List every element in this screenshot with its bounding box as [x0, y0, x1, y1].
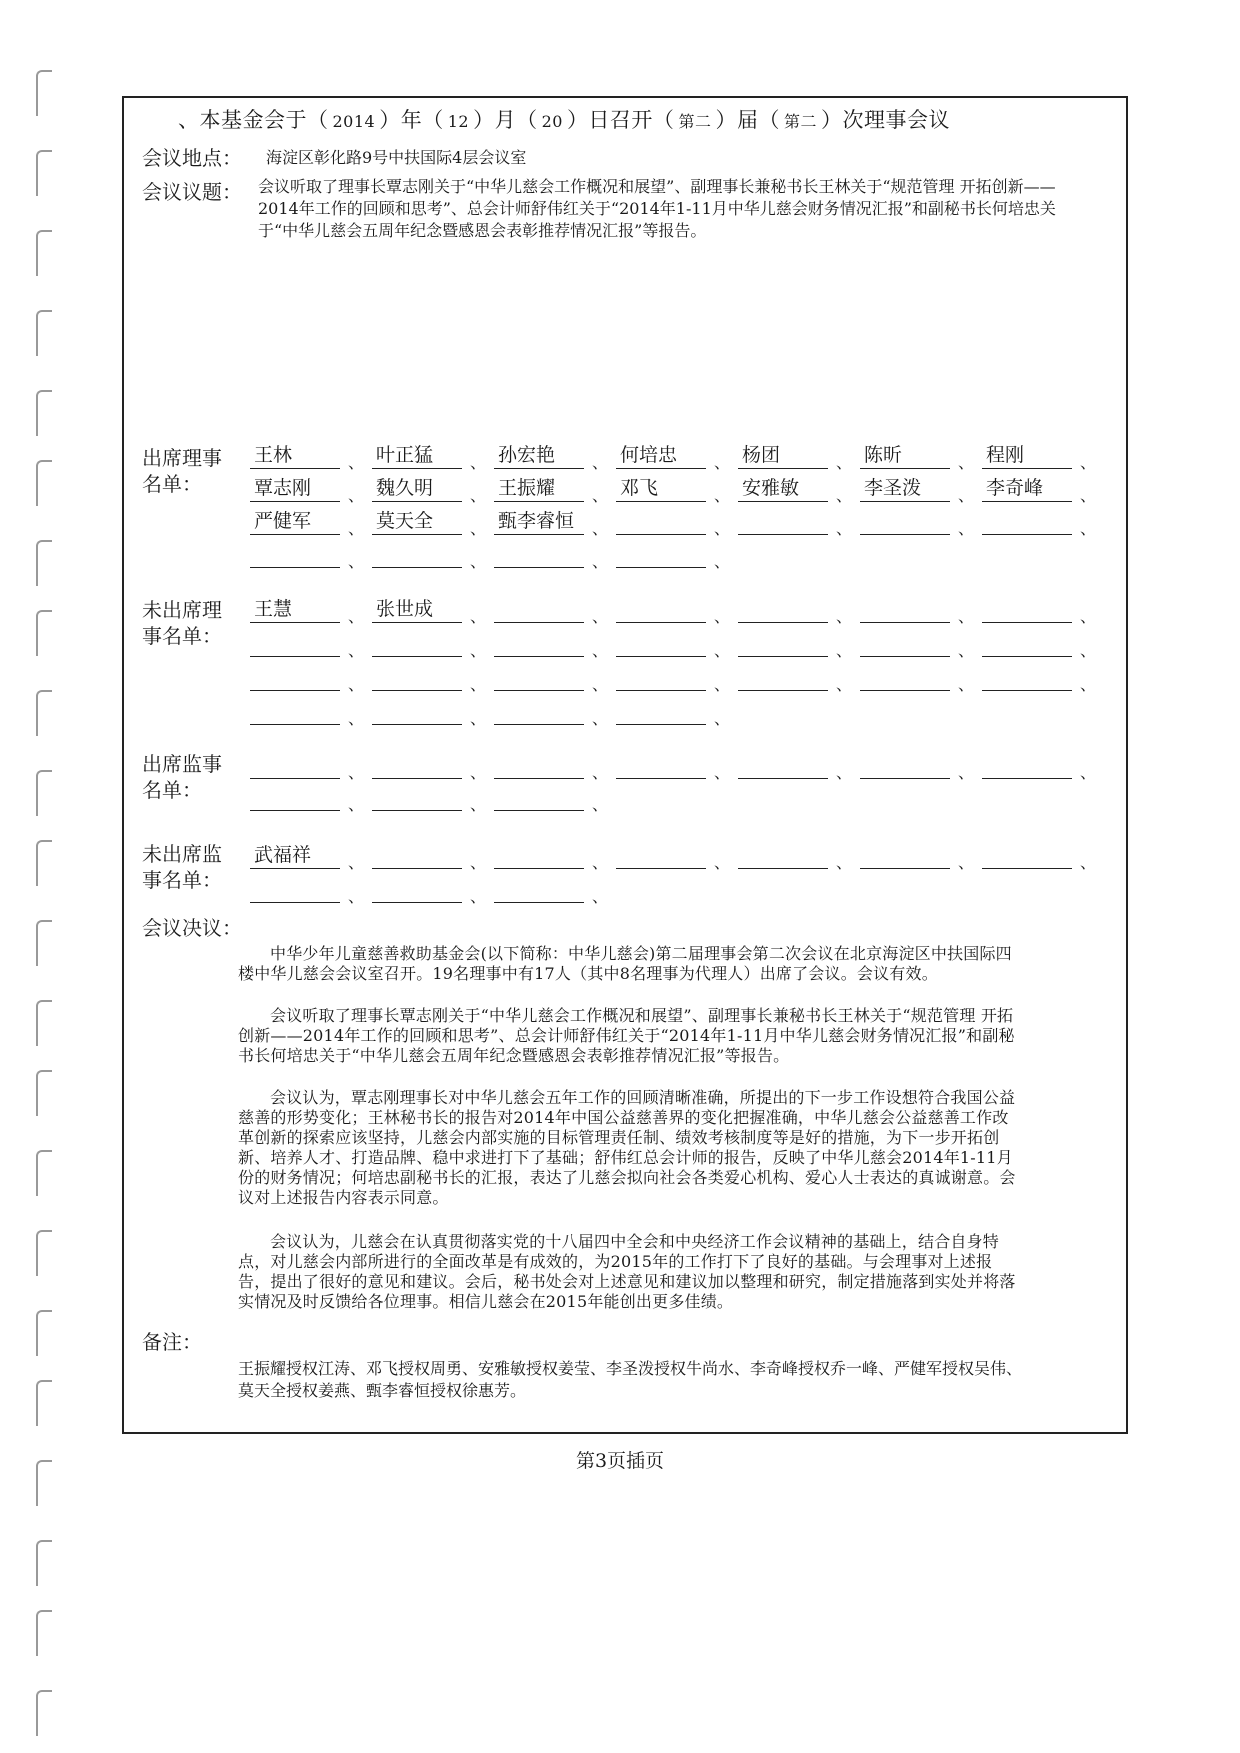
- meeting-day: 20: [541, 112, 563, 131]
- name-separator: 、: [836, 607, 853, 626]
- name-separator: 、: [592, 519, 609, 538]
- note-label: 备注：: [142, 1330, 202, 1354]
- name-separator: 、: [836, 853, 853, 872]
- name-separator: 、: [470, 853, 487, 872]
- name-separator: 、: [1080, 486, 1097, 505]
- name-separator: 、: [592, 453, 609, 472]
- name-separator: 、: [348, 552, 365, 571]
- binder-hole-mark: [36, 920, 52, 966]
- name-separator: 、: [470, 763, 487, 782]
- name-slot: 陈昕: [860, 440, 950, 469]
- name-slot: [372, 840, 462, 869]
- name-slot: 魏久明: [372, 473, 462, 502]
- name-slot: [372, 696, 462, 725]
- name-slot: 覃志刚: [250, 473, 340, 502]
- name-separator: 、: [958, 853, 975, 872]
- name-slot: 王慧: [250, 594, 340, 623]
- name-separator: 、: [1080, 675, 1097, 694]
- binder-hole-mark: [36, 690, 52, 736]
- name-slot: [616, 696, 706, 725]
- name-separator: 、: [592, 486, 609, 505]
- absent-supervisors-label-2: 事名单：: [142, 868, 222, 892]
- name-slot: [372, 628, 462, 657]
- name-separator: 、: [592, 795, 609, 814]
- meeting-year: 2014: [332, 112, 376, 131]
- binder-hole-mark: [36, 390, 52, 436]
- name-separator: 、: [470, 607, 487, 626]
- name-slot: [494, 628, 584, 657]
- name-separator: 、: [836, 641, 853, 660]
- binder-hole-mark: [36, 1230, 52, 1276]
- binder-hole-mark: [36, 150, 52, 196]
- name-slot: [372, 750, 462, 779]
- name-slot: [738, 750, 828, 779]
- resolution-paragraph: 中华少年儿童慈善救助基金会(以下简称：中华儿慈会)第二届理事会第二次会议在北京海淀区中扶国际四楼中华儿慈会会议室召开。19名理事中有17人（其中8名理事为代理人）出席了会议。会议有效。: [238, 944, 1012, 983]
- name-separator: 、: [348, 887, 365, 906]
- name-separator: 、: [958, 763, 975, 782]
- binder-hole-mark: [36, 230, 52, 276]
- name-slot: [372, 539, 462, 568]
- name-separator: 、: [348, 763, 365, 782]
- name-slot: [616, 662, 706, 691]
- resolution-paragraph: 会议认为，儿慈会在认真贯彻落实党的十八届四中全会和中央经济工作会议精神的基础上，结合自身特点，对儿慈会内部所进行的全面改革是有成效的，为2015年的工作打下了良好的基础。与会理事对上述报告，提出了很好的意见和建议。会后，秘书处会对上述意见和建议加以整理和研究，制定措施落到实处并将落实情况及时反馈给各位理事。相信儿慈会在2015年能创出更多佳绩。: [238, 1232, 1016, 1311]
- name-separator: 、: [1080, 607, 1097, 626]
- name-separator: 、: [714, 607, 731, 626]
- name-slot: [982, 594, 1072, 623]
- binder-hole-mark: [36, 70, 52, 116]
- name-separator: 、: [1080, 641, 1097, 660]
- name-slot: [494, 539, 584, 568]
- name-separator: 、: [592, 763, 609, 782]
- name-separator: 、: [1080, 453, 1097, 472]
- binder-hole-mark: [36, 840, 52, 886]
- name-slot: [250, 782, 340, 811]
- name-slot: 李圣泼: [860, 473, 950, 502]
- name-separator: 、: [1080, 853, 1097, 872]
- binder-hole-mark: [36, 1310, 52, 1356]
- name-separator: 、: [958, 607, 975, 626]
- name-separator: 、: [470, 519, 487, 538]
- name-separator: 、: [1080, 519, 1097, 538]
- name-slot: [860, 628, 950, 657]
- name-separator: 、: [592, 709, 609, 728]
- name-slot: [616, 750, 706, 779]
- name-slot: [982, 750, 1072, 779]
- binder-margin-marks: [0, 0, 60, 1753]
- name-separator: 、: [470, 453, 487, 472]
- name-slot: [860, 840, 950, 869]
- binder-hole-mark: [36, 1150, 52, 1196]
- name-separator: 、: [348, 641, 365, 660]
- name-slot: [860, 662, 950, 691]
- meeting-month: 12: [447, 112, 470, 131]
- name-slot: 甄李睿恒: [494, 506, 584, 535]
- name-slot: [250, 750, 340, 779]
- name-separator: 、: [836, 486, 853, 505]
- meeting-heading: [178, 104, 950, 134]
- name-separator: 、: [470, 795, 487, 814]
- name-separator: 、: [348, 853, 365, 872]
- name-slot: [494, 662, 584, 691]
- heading-session-suffix: ）届（: [715, 108, 780, 132]
- name-separator: 、: [348, 519, 365, 538]
- binder-hole-mark: [36, 1380, 52, 1426]
- name-separator: 、: [592, 641, 609, 660]
- binder-hole-mark: [36, 1000, 52, 1046]
- name-slot: [738, 840, 828, 869]
- name-slot: [982, 840, 1072, 869]
- name-slot: [250, 662, 340, 691]
- binder-hole-mark: [36, 1070, 52, 1116]
- name-slot: 严健军: [250, 506, 340, 535]
- name-separator: 、: [348, 709, 365, 728]
- name-separator: 、: [470, 675, 487, 694]
- name-separator: 、: [470, 709, 487, 728]
- name-separator: 、: [592, 552, 609, 571]
- attending-supervisors-label-1: 出席监事: [142, 752, 222, 776]
- name-slot: [250, 696, 340, 725]
- binder-hole-mark: [36, 770, 52, 816]
- resolution-label: 会议决议：: [142, 916, 242, 940]
- name-slot: [616, 628, 706, 657]
- binder-hole-mark: [36, 610, 52, 656]
- name-slot: [494, 750, 584, 779]
- name-slot: [616, 506, 706, 535]
- name-slot: [982, 662, 1072, 691]
- name-separator: 、: [348, 607, 365, 626]
- name-slot: [982, 506, 1072, 535]
- absent-supervisors-label-1: 未出席监: [142, 842, 222, 866]
- name-slot: [494, 874, 584, 903]
- name-slot: 孙宏艳: [494, 440, 584, 469]
- name-separator: 、: [714, 709, 731, 728]
- binder-hole-mark: [36, 1540, 52, 1586]
- name-slot: 何培忠: [616, 440, 706, 469]
- heading-meeting-suffix: ）次理事会议: [820, 108, 950, 132]
- heading-day-suffix: ）日召开（: [566, 108, 675, 132]
- binder-hole-mark: [36, 1690, 52, 1736]
- name-slot: [982, 628, 1072, 657]
- name-slot: [494, 782, 584, 811]
- name-separator: 、: [958, 486, 975, 505]
- absent-directors-label-1: 未出席理: [142, 598, 222, 622]
- name-separator: 、: [958, 453, 975, 472]
- name-separator: 、: [958, 641, 975, 660]
- name-separator: 、: [714, 453, 731, 472]
- binder-hole-mark: [36, 540, 52, 586]
- name-slot: [372, 874, 462, 903]
- name-separator: 、: [348, 453, 365, 472]
- name-slot: [738, 628, 828, 657]
- name-slot: [372, 782, 462, 811]
- name-separator: 、: [714, 763, 731, 782]
- name-separator: 、: [470, 641, 487, 660]
- name-slot: 杨团: [738, 440, 828, 469]
- location-value: 海淀区彰化路9号中扶国际4层会议室: [266, 148, 527, 167]
- name-slot: 王林: [250, 440, 340, 469]
- name-separator: 、: [714, 853, 731, 872]
- name-separator: 、: [714, 675, 731, 694]
- resolution-paragraph: 会议认为，覃志刚理事长对中华儿慈会五年工作的回顾清晰准确，所提出的下一步工作设想符合我国公益慈善的形势变化；王林秘书长的报告对2014年中国公益慈善界的变化把握准确，中华儿慈会公益慈善工作改革创新的探索应该坚持，儿慈会内部实施的目标管理责任制、绩效考核制度等是好的措施，为下一步开拓创新、培养人才、打造品牌、稳中求进打下了基础；舒伟红总会计师的报告，反映了中华儿慈会2014年1-11月份的财务情况；何培忠副秘书长的汇报，表达了儿慈会拟向社会各类爱心机构、爱心人士表达的真诚谢意。会议对上述报告内容表示同意。: [238, 1088, 1016, 1207]
- binder-hole-mark: [36, 310, 52, 356]
- name-separator: 、: [1080, 763, 1097, 782]
- name-slot: 李奇峰: [982, 473, 1072, 502]
- name-slot: 张世成: [372, 594, 462, 623]
- name-slot: 安雅敏: [738, 473, 828, 502]
- name-slot: [738, 506, 828, 535]
- name-separator: 、: [836, 763, 853, 782]
- heading-year-suffix: ）年（: [379, 108, 444, 132]
- name-separator: 、: [836, 519, 853, 538]
- name-separator: 、: [592, 675, 609, 694]
- name-slot: 武福祥: [250, 840, 340, 869]
- name-slot: [616, 840, 706, 869]
- name-slot: [616, 539, 706, 568]
- topic-text: 会议听取了理事长覃志刚关于“中华儿慈会工作概况和展望”、副理事长兼秘书长王林关于“规范管理 开拓创新——2014年工作的回顾和思考”、总会计师舒伟红关于“2014年1-11月中华儿慈会财务情况汇报”和副秘书长何培忠关于“中华儿慈会五周年纪念暨感恩会表彰推荐情况汇报”等报告。: [258, 177, 1056, 240]
- name-slot: [494, 696, 584, 725]
- name-separator: 、: [836, 453, 853, 472]
- name-separator: 、: [714, 552, 731, 571]
- name-slot: 莫天全: [372, 506, 462, 535]
- name-separator: 、: [470, 887, 487, 906]
- name-separator: 、: [714, 519, 731, 538]
- name-separator: 、: [592, 853, 609, 872]
- name-slot: [494, 594, 584, 623]
- name-slot: 程刚: [982, 440, 1072, 469]
- attending-supervisors-label-2: 名单：: [142, 778, 202, 802]
- name-slot: [616, 594, 706, 623]
- name-slot: [372, 662, 462, 691]
- name-slot: [738, 662, 828, 691]
- meeting-number: 第二: [783, 112, 817, 131]
- name-slot: [250, 874, 340, 903]
- meeting-session: 第二: [678, 112, 712, 131]
- resolution-paragraph: 会议听取了理事长覃志刚关于“中华儿慈会工作概况和展望”、副理事长兼秘书长王林关于“规范管理 开拓创新——2014年工作的回顾和思考”、总会计师舒伟红关于“2014年1-11月中华儿慈会财务情况汇报”和副秘书长何培忠关于“中华儿慈会五周年纪念暨感恩会表彰推荐情况汇报”等报告。: [238, 1006, 1015, 1065]
- attending-directors-label-2: 名单：: [142, 472, 202, 496]
- name-separator: 、: [836, 675, 853, 694]
- name-separator: 、: [470, 552, 487, 571]
- absent-directors-label-2: 事名单：: [142, 624, 222, 648]
- name-slot: 叶正猛: [372, 440, 462, 469]
- name-separator: 、: [592, 887, 609, 906]
- name-slot: [494, 840, 584, 869]
- name-separator: 、: [348, 486, 365, 505]
- name-separator: 、: [958, 675, 975, 694]
- heading-month-suffix: ）月（: [473, 108, 538, 132]
- page-number: 第3页插页: [575, 1450, 665, 1472]
- name-separator: 、: [348, 795, 365, 814]
- name-separator: 、: [714, 641, 731, 660]
- name-separator: 、: [714, 486, 731, 505]
- name-slot: [860, 506, 950, 535]
- name-slot: [860, 594, 950, 623]
- location-label: 会议地点：: [142, 146, 242, 170]
- heading-prefix: 、本基金会于（: [178, 108, 329, 132]
- name-separator: 、: [470, 486, 487, 505]
- name-slot: 王振耀: [494, 473, 584, 502]
- name-slot: 邓飞: [616, 473, 706, 502]
- name-slot: [250, 628, 340, 657]
- attending-directors-label-1: 出席理事: [142, 446, 222, 470]
- topic-label: 会议议题：: [142, 180, 242, 204]
- name-slot: [738, 594, 828, 623]
- name-separator: 、: [592, 607, 609, 626]
- note-text: 王振耀授权江涛、邓飞授权周勇、安雅敏授权姜莹、李圣泼授权牛尚水、李奇峰授权乔一峰、严健军授权吴伟、莫天全授权姜燕、甄李睿恒授权徐惠芳。: [238, 1359, 1023, 1400]
- name-separator: 、: [348, 675, 365, 694]
- name-slot: [860, 750, 950, 779]
- binder-hole-mark: [36, 460, 52, 506]
- name-separator: 、: [958, 519, 975, 538]
- binder-hole-mark: [36, 1610, 52, 1656]
- name-slot: [250, 539, 340, 568]
